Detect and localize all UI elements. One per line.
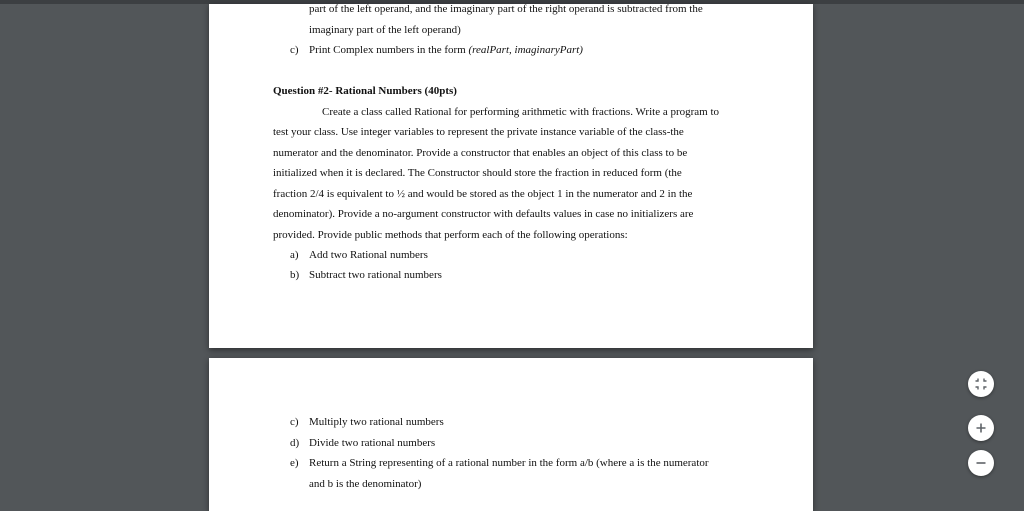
- list-text: Divide two rational numbers: [309, 437, 436, 449]
- continued-line-1: part of the left operand, and the imaginary part of the right operand is subtracted from the: [309, 3, 703, 15]
- zoom-out-button[interactable]: [968, 450, 994, 476]
- paragraph-line: initialized when it is declared. The Constructor should store the fraction in reduced form (the: [273, 167, 682, 179]
- continued-line-2: imaginary part of the left operand): [309, 24, 461, 36]
- list-text: Multiply two rational numbers: [309, 416, 444, 428]
- fit-page-button[interactable]: [968, 371, 994, 397]
- list-text: Return a String representing of a rational number in the form a/b (where a is the numerator: [309, 457, 709, 469]
- list-text-italic: (realPart, imaginaryPart): [468, 44, 583, 56]
- list-label: c): [290, 416, 299, 428]
- list-text: Subtract two rational numbers: [309, 269, 442, 281]
- list-label: e): [290, 457, 299, 469]
- paragraph-line: Create a class called Rational for performing arithmetic with fractions. Write a program to: [322, 106, 720, 118]
- zoom-in-button[interactable]: [968, 415, 994, 441]
- list-label: c): [290, 44, 299, 56]
- zoom-in-icon: [975, 422, 987, 434]
- list-label: b): [290, 269, 300, 281]
- list-item-e-continued: and b is the denominator): [309, 478, 422, 490]
- list-text: Add two Rational numbers: [309, 249, 428, 261]
- paragraph-line: numerator and the denominator. Provide a constructor that enables an object of this class to be: [273, 147, 688, 159]
- list-text-plain: Print Complex numbers in the form: [309, 44, 469, 56]
- question-title: Question #2- Rational Numbers (40pts): [273, 85, 457, 97]
- paragraph-line: provided. Provide public methods that perform each of the following operations:: [273, 229, 628, 241]
- document-page-2: [209, 358, 813, 511]
- paragraph-line: denominator). Provide a no-argument constructor with defaults values in case no initializers are: [273, 208, 694, 220]
- paragraph-line: fraction 2/4 is equivalent to ½ and would be stored as the object 1 in the numerator and 2 in the: [273, 188, 693, 200]
- list-label: a): [290, 249, 299, 261]
- document-page-1: [209, 4, 813, 348]
- fit-page-icon: [975, 378, 987, 390]
- list-label: d): [290, 437, 300, 449]
- list-text: [309, 43, 583, 57]
- paragraph-line: test your class. Use integer variables to represent the private instance variable of the class-the: [273, 126, 684, 138]
- zoom-out-icon: [975, 457, 987, 469]
